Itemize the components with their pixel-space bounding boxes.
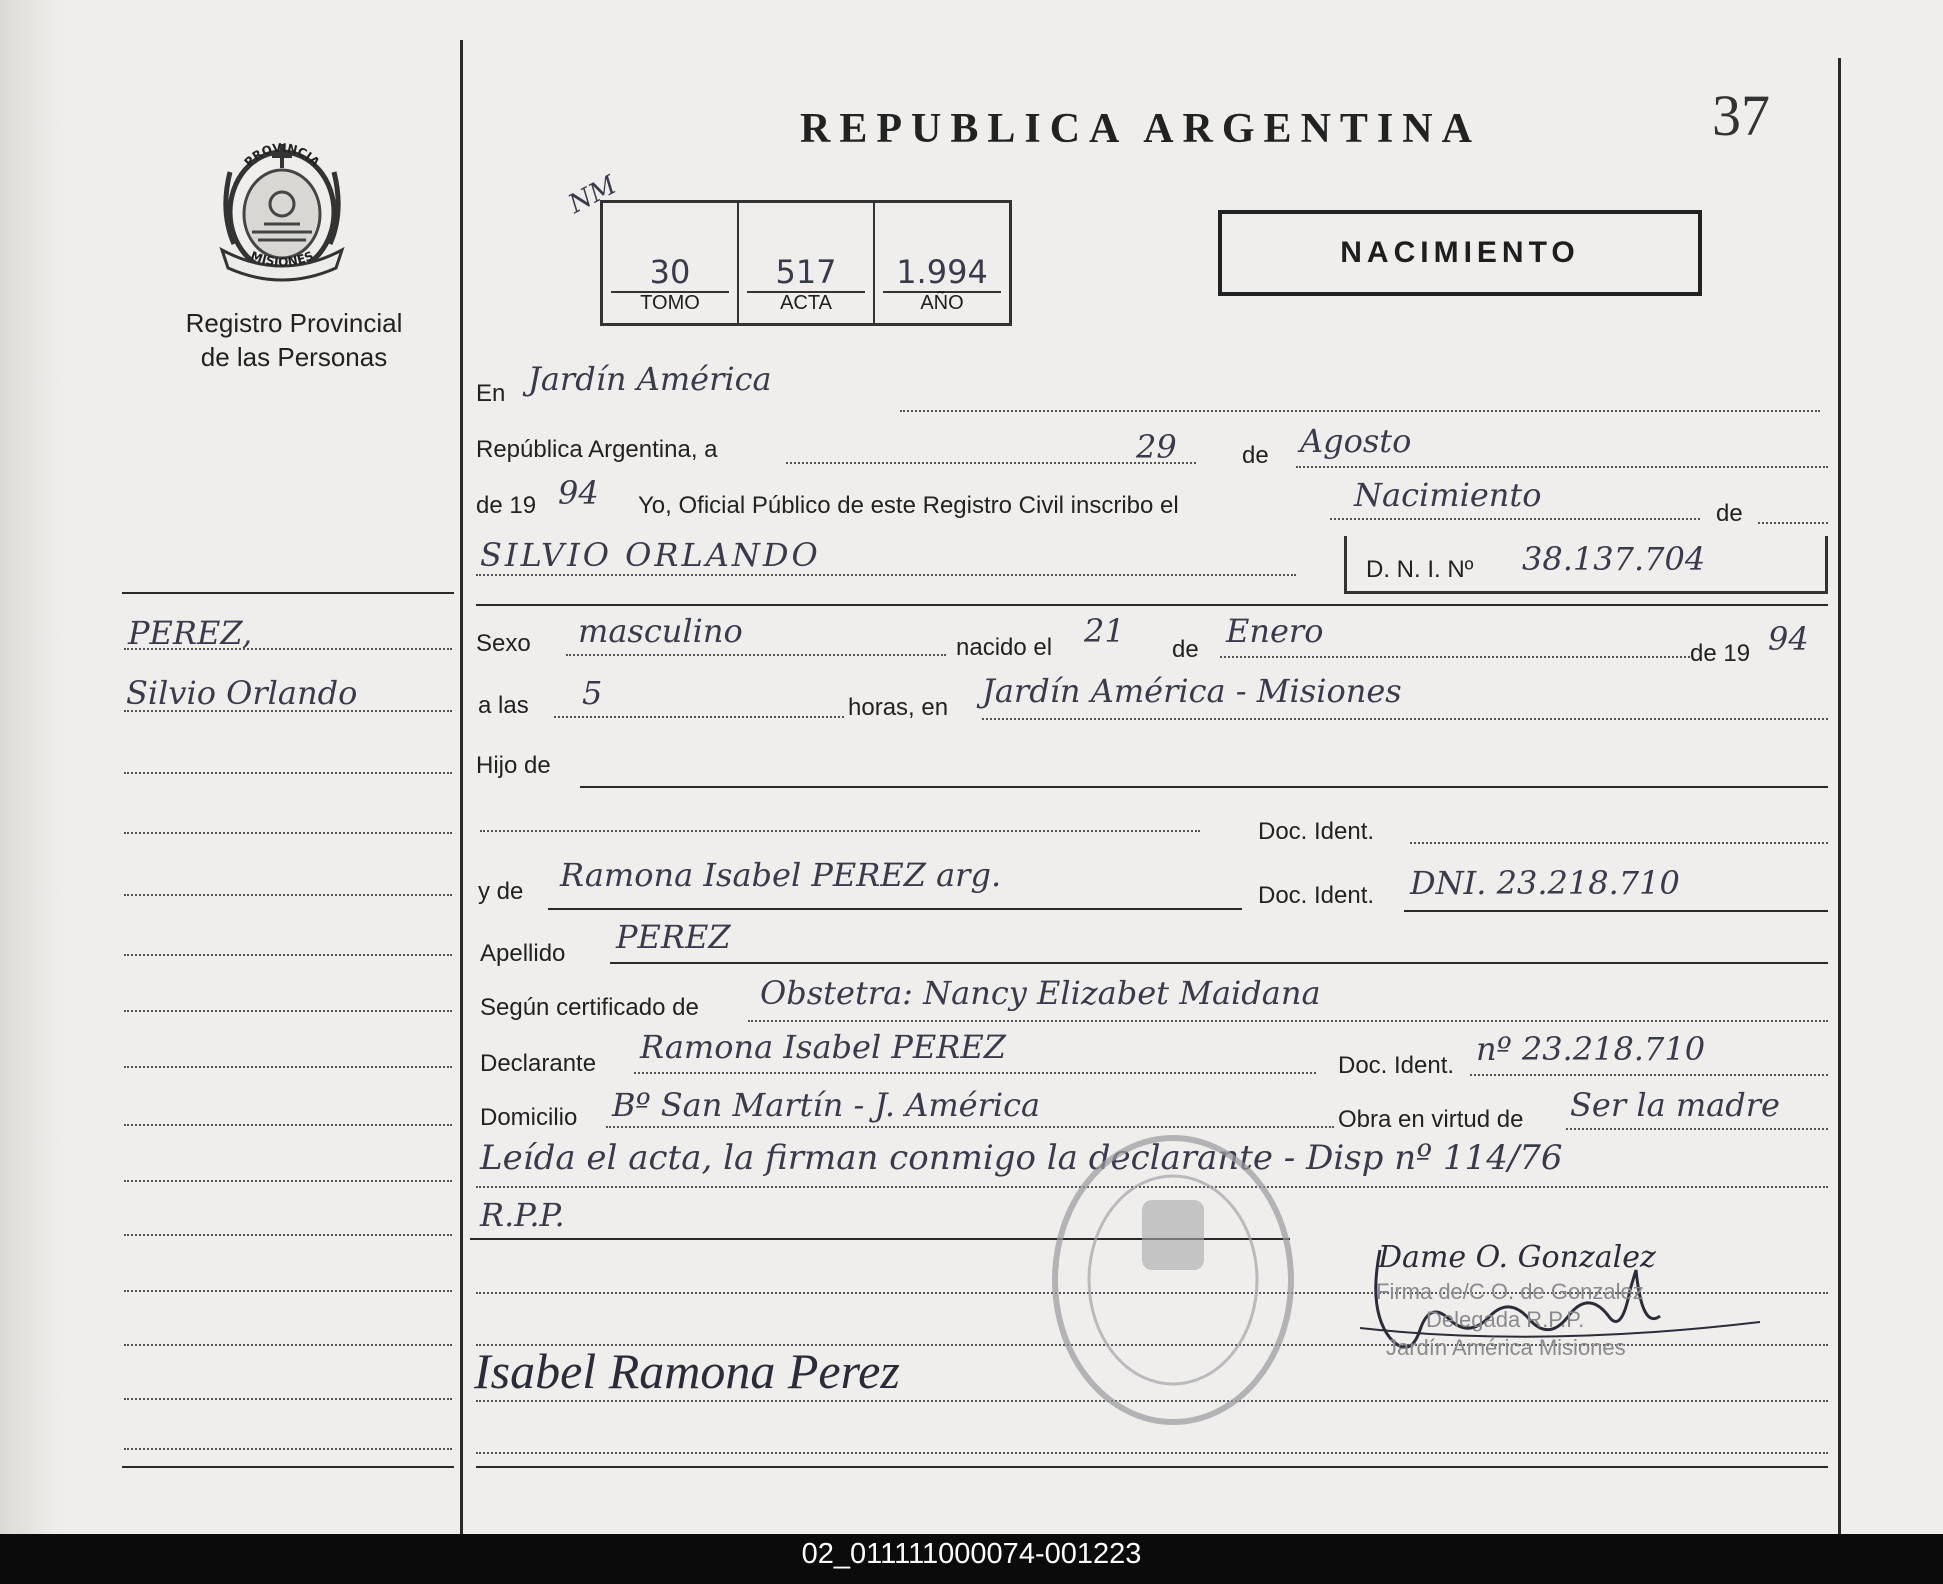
father-line-2 — [480, 830, 1200, 832]
official-stamp-line-3: Jardín América Misiones — [1386, 1335, 1626, 1360]
act-type: Nacimiento — [1354, 476, 1542, 514]
official-stamp-text — [1376, 1278, 1644, 1362]
right-page-border — [1838, 58, 1841, 1534]
mother-doc-line — [1404, 910, 1828, 912]
father-doc-line — [1410, 842, 1828, 844]
declarante-line — [634, 1072, 1316, 1074]
dni-number: 38.137.704 — [1522, 540, 1706, 578]
ano-label: AÑO — [920, 292, 964, 314]
a-las-label: a las — [478, 692, 529, 719]
year-prefix-label: de 19 — [476, 492, 537, 519]
remarks-line-2: R.P.P. — [480, 1196, 565, 1234]
official-stamp-line-2: Delegada R.P.P. — [1426, 1307, 1585, 1332]
registry-line-2: de las Personas — [200, 342, 388, 372]
acta-label: ACTA — [780, 292, 832, 314]
acta-value: 517 — [747, 253, 865, 293]
mother-document: DNI. 23.218.710 — [1410, 864, 1680, 902]
margin-line — [124, 1448, 452, 1450]
declarante-doc-line — [1470, 1074, 1828, 1076]
birth-place: Jardín América - Misiones — [982, 672, 1402, 710]
en-label: En — [476, 380, 506, 407]
birth-month-line — [1220, 656, 1690, 658]
page-number: 37 — [1712, 83, 1770, 148]
domicilio-label: Domicilio — [480, 1104, 578, 1131]
body-separator-rule — [476, 604, 1828, 606]
declarante-label: Declarante — [480, 1050, 597, 1077]
obra-value: Ser la madre — [1570, 1086, 1780, 1124]
nacido-label: nacido el — [956, 634, 1053, 661]
document-title: REPUBLICA ARGENTINA — [800, 106, 1481, 152]
de-label-2: de — [1716, 500, 1743, 527]
mother-line — [548, 908, 1242, 910]
ano-cell — [875, 203, 1009, 323]
domicilio-line — [606, 1126, 1334, 1128]
horas-label: horas, en — [848, 694, 949, 721]
act-de-line — [1758, 522, 1828, 524]
doc-ident-label-3: Doc. Ident. — [1338, 1052, 1455, 1079]
seal-text-top: PROVINCIA — [241, 140, 323, 170]
registry-stamp-icon — [1048, 1130, 1298, 1430]
margin-line — [124, 648, 452, 650]
sexo-value: masculino — [578, 612, 743, 650]
hour-line — [554, 716, 844, 718]
doc-ident-label-2: Doc. Ident. — [1258, 882, 1375, 909]
margin-line — [124, 894, 452, 896]
registry-line-1: Registro Provincial — [185, 308, 403, 338]
image-code: 02_011111000074-001223 — [801, 1538, 1142, 1570]
de-label-3: de — [1172, 636, 1199, 663]
place-line — [900, 410, 1820, 412]
tomo-cell — [603, 203, 739, 323]
margin-line — [124, 1010, 452, 1012]
declarante-name: Ramona Isabel PEREZ — [640, 1028, 1006, 1066]
margin-line — [124, 1066, 452, 1068]
provincial-coat-of-arms-icon — [212, 132, 352, 284]
declarante-document: nº 23.218.710 — [1476, 1030, 1706, 1068]
margin-line — [124, 1124, 452, 1126]
margin-note: NM — [563, 170, 622, 220]
obra-line — [1566, 1128, 1828, 1130]
de-label: de — [1242, 442, 1269, 469]
birth-hour: 5 — [582, 674, 603, 712]
left-column-border — [460, 40, 463, 1534]
record-type-box: NACIMIENTO — [1218, 210, 1702, 296]
official-signature-text: Dame O. Gonzalez — [1378, 1240, 1656, 1275]
margin-line — [124, 1398, 452, 1400]
seal-text-bottom: MISIONES — [248, 248, 316, 270]
blank-line — [476, 1452, 1828, 1454]
child-name-line — [476, 574, 1296, 576]
registration-year: 94 — [558, 474, 599, 512]
reference-box — [600, 200, 1012, 326]
tomo-value: 30 — [611, 253, 729, 293]
page-binding-shadow — [0, 0, 60, 1534]
day-line — [786, 462, 1196, 464]
father-line — [580, 786, 1828, 788]
birth-year-label: de 19 — [1690, 640, 1751, 667]
margin-line — [124, 954, 452, 956]
margin-line — [124, 772, 452, 774]
mother-signature: Isabel Ramona Perez — [474, 1343, 900, 1399]
sexo-line — [566, 654, 946, 656]
apellido-value: PEREZ — [616, 918, 731, 956]
hijo-label: Hijo de — [476, 752, 551, 779]
republica-label: República Argentina, a — [476, 436, 718, 463]
official-statement: Yo, Oficial Público de este Registro Civil inscribo el — [638, 492, 1179, 519]
sexo-label: Sexo — [476, 630, 531, 657]
margin-line — [124, 1234, 452, 1236]
margin-surname: PEREZ, — [128, 614, 253, 652]
birth-month: Enero — [1226, 612, 1324, 650]
apellido-label: Apellido — [480, 940, 566, 967]
dni-label: D. N. I. Nº — [1366, 556, 1474, 583]
margin-line — [124, 1180, 452, 1182]
ano-value: 1.994 — [883, 253, 1001, 293]
segun-label: Según certificado de — [480, 994, 699, 1021]
margin-line — [124, 1344, 452, 1346]
registry-name — [160, 306, 428, 374]
acta-cell — [739, 203, 875, 323]
margin-line — [124, 1290, 452, 1292]
margin-given-names: Silvio Orlando — [126, 674, 358, 712]
birth-year: 94 — [1768, 620, 1809, 658]
birth-place-line — [982, 718, 1828, 720]
y-de-label: y de — [478, 878, 524, 905]
certificate-issuer: Obstetra: Nancy Elizabet Maidana — [760, 974, 1321, 1012]
side-column-bottom-rule — [122, 1466, 454, 1468]
child-name: SILVIO ORLANDO — [480, 536, 821, 574]
registration-day: 29 — [1136, 428, 1177, 466]
registration-place: Jardín América — [528, 360, 772, 398]
body-bottom-rule — [476, 1466, 1828, 1468]
act-type-line — [1330, 518, 1700, 520]
obra-label: Obra en virtud de — [1338, 1106, 1524, 1133]
margin-line — [124, 832, 452, 834]
registration-month: Agosto — [1300, 422, 1412, 460]
domicilio-value: Bº San Martín - J. América — [612, 1086, 1041, 1124]
certificate-line — [748, 1020, 1828, 1022]
remarks-line-1: Leída el acta, la firman conmigo la declarante - Disp nº 114/76 — [480, 1138, 1563, 1178]
side-column-top-rule — [122, 592, 454, 594]
margin-line — [124, 710, 452, 712]
month-line — [1296, 466, 1828, 468]
official-stamp-line-1: Firma de/C O. de Gonzalez — [1376, 1279, 1644, 1304]
doc-ident-label: Doc. Ident. — [1258, 818, 1375, 845]
birth-day: 21 — [1084, 612, 1125, 650]
mother-name: Ramona Isabel PEREZ arg. — [560, 856, 1002, 894]
tomo-label: TOMO — [640, 292, 700, 314]
apellido-line — [610, 962, 1828, 964]
